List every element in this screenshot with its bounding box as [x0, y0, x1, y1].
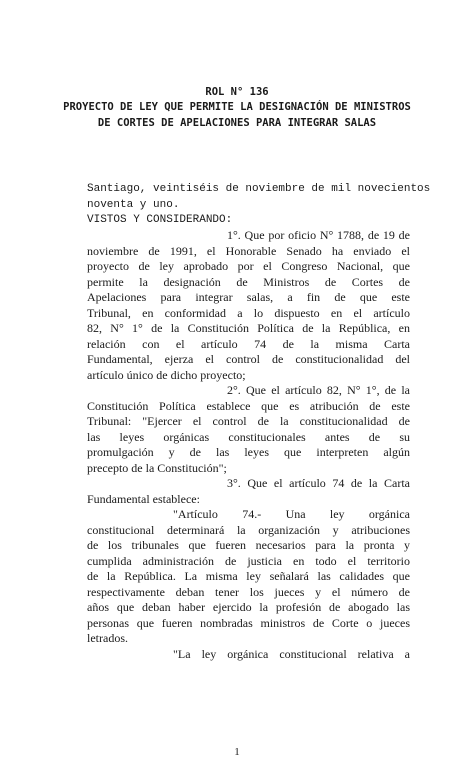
body-line: "Artículo 74.- Una ley orgánica: [173, 507, 410, 521]
body-line: precepto de la Constitución";: [87, 461, 227, 475]
body-line: Tribunal: "Ejercer el control de la constitucionalidad de: [87, 414, 410, 428]
body-line: años que deban haber ejercido la profesión de abogado las: [87, 600, 410, 614]
page-number: 1: [234, 746, 240, 758]
body-line: promulgación y de las leyes que interpreten algún: [87, 445, 410, 459]
body-line: constitucional determinará la organización y atribuciones: [87, 523, 410, 537]
body-line: 82, N° 1° de la Constitución Política de la República, en: [87, 321, 410, 335]
body-line: de los tribunales que fueren necesarios para la pronta y: [87, 538, 410, 552]
body-line: Fundamental establece:: [87, 492, 200, 506]
body-line: Fundamental, ejerza el control de constitucionalidad del: [87, 352, 410, 366]
body-line: VISTOS Y CONSIDERANDO:: [87, 214, 233, 226]
body-line: cumplida administración de justicia en todo el territorio: [87, 554, 410, 568]
body-line: Apelaciones para integrar salas, a fin de que este: [87, 290, 410, 304]
rol-number: ROL N° 136: [205, 86, 269, 98]
body-line: letrados.: [87, 631, 128, 645]
body-line: Santiago, veintiséis de noviembre de mil novecientos: [87, 183, 431, 195]
body-line: proyecto de ley aprobado por el Congreso Nacional, que: [87, 259, 410, 273]
body-line: de la República. La misma ley señalará las calidades que: [87, 569, 410, 583]
body-line: noventa y uno.: [87, 199, 180, 211]
body-line: "La ley orgánica constitucional relativa a: [173, 647, 410, 661]
body-line: 3°. Que el artículo 74 de la Carta: [227, 476, 410, 490]
body-line: relación con el artículo 74 de la misma Carta: [87, 337, 410, 351]
body-line: noviembre de 1991, el Honorable Senado ha enviado el: [87, 244, 410, 258]
body-line: 1°. Que por oficio N° 1788, de 19 de: [227, 228, 410, 242]
body-line: personas que fueren nombradas ministros de Corte o jueces: [87, 616, 410, 630]
body-line: las leyes orgánicas constitucionales antes de su: [87, 430, 410, 444]
body-line: Tribunal, en conformidad a lo dispuesto en el artículo: [87, 306, 410, 320]
body-line: 2°. Que el artículo 82, N° 1°, de la: [227, 383, 410, 397]
body-line: Constitución Política establece que es atribución de este: [87, 399, 410, 413]
body-line: permite la designación de Ministros de Cortes de: [87, 275, 410, 289]
body-line: artículo único de dicho proyecto;: [87, 368, 246, 382]
title-line-2: DE CORTES DE APELACIONES PARA INTEGRAR SALAS: [97, 117, 377, 129]
title-line-1: PROYECTO DE LEY QUE PERMITE LA DESIGNACIÓN DE MINISTROS: [63, 101, 411, 113]
body-line: respectivamente deban tener los jueces y el número de: [87, 585, 410, 599]
